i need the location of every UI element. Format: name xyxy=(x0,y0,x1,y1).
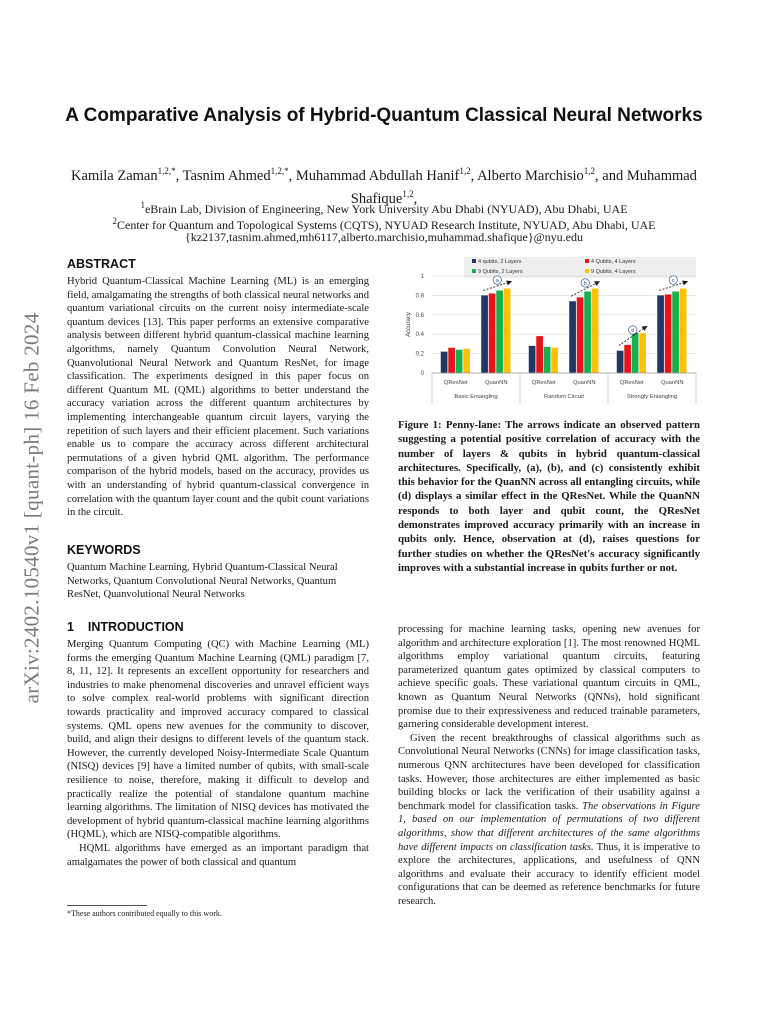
annotation-letter: c xyxy=(671,278,675,285)
bar xyxy=(665,294,672,373)
legend-label: 9 Qubits, 4 Layers xyxy=(591,269,636,275)
footnote: *These authors contributed equally to this work. xyxy=(67,909,222,918)
legend-swatch xyxy=(585,259,589,263)
bar xyxy=(569,301,576,373)
intro-right-column xyxy=(398,623,700,908)
x-tick-label: QuanNN xyxy=(572,380,596,386)
bar xyxy=(577,297,584,373)
intro-text-span: Thus, it is imperative to explore the architectures, applications, and usefulness of QNN algorithms and evaluate their accuracy to identify efficient model configurations that can be deemed as reference benchmarks for future research. xyxy=(398,841,700,907)
group-label: Random Circuit xyxy=(544,394,584,400)
author-name: Alberto Marchisio xyxy=(477,167,584,184)
y-tick-label: 1 xyxy=(420,274,424,280)
intro-italic-span: The observations in Figure 1, based on our implementation of permutations of two different algorithms, show that different architectures of the same algorithms have different impacts on classification tasks. xyxy=(398,800,700,853)
abstract-text: Hybrid Quantum-Classical Machine Learning (ML) is an emerging field, amalgamating the strengths of both classical neural networks and quantum variational circuits on the current noisy intermediate-scale quantum devices [13]. This paper performs an extensive comparative analysis between different hybrid quantum-classical machine learning algorithms, namely Quantum Convolution Neural Network, Quanvolutional Neural Network and Quantum ResNet, for image classification. The experiments designed in this paper focus on different Quantum ML (QML) algorithms to better understand the accuracy variation across the different quantum architectures by implementing interchangeable quantum circuit layers, varying the repetition of such layers and their efficient placement. Such variations enable us to compare the accuracy across different architectural permutations of a given hybrid QML algorithm. The performance comparison of the hybrid models, based on the accuracy, provides us with an understanding of hybrid quantum-classical convergence in correlation with the quantum layer count and the qubit count variations in the circuit. xyxy=(67,276,369,519)
bar xyxy=(592,289,599,373)
bar xyxy=(489,293,496,373)
x-tick-label: QResNet xyxy=(531,380,556,386)
keywords-text: Quantum Machine Learning, Hybrid Quantum-Classical Neural Networks, Quantum Convolutional Neural Networks, Quantum ResNet, Quanvolutional Neural Networks xyxy=(67,562,338,601)
author-emails: {kz2137,tasnim.ahmed,mh6117,alberto.marchisio,muhammad.shafique}@nyu.edu xyxy=(184,230,584,244)
bar xyxy=(584,292,591,373)
bar xyxy=(504,289,511,373)
annotation-letter: d xyxy=(631,327,635,334)
author-affiliation-mark: 1,2 xyxy=(583,166,596,176)
bar xyxy=(536,336,543,373)
x-tick-label: QuanNN xyxy=(660,380,684,386)
bar xyxy=(529,346,536,373)
figure-1-caption: Figure 1: Penny-lane: The arrows indicate an observed pattern suggesting a potential positive correlation of accuracy with the number of layers & qubits in hybrid quantum-classical architectures. Specifically, (a), (b), and (c) consistently exhibit this behavior for the QuanNN across all entangling circuits, while (d) displays a similar effect in the QResNet. While the QuanNN responds to both layer and qubit count, the QResNet demonstrates improved accuracy primarily with an increase in qubits only. Hence, observation at (d), raises questions for further studies on whether the QResNet's accuracy significantly improves with a substantial increase in qubits further or not. xyxy=(398,419,700,574)
legend-swatch xyxy=(585,269,589,273)
author-name: Kamila Zaman xyxy=(71,167,158,184)
y-tick-label: 0.6 xyxy=(415,312,424,319)
x-tick-label: QResNet xyxy=(619,380,644,386)
y-tick-label: 0 xyxy=(420,371,424,377)
arxiv-side-stamp xyxy=(14,268,50,748)
group-label: Basic Entangling xyxy=(454,394,498,400)
bar xyxy=(680,289,687,373)
legend-swatch xyxy=(472,269,476,273)
affiliation-number: 2 xyxy=(112,216,117,226)
bar xyxy=(496,291,503,373)
paper-title: A Comparative Analysis of Hybrid-Quantum Classical Neural Networks xyxy=(65,105,703,126)
bar xyxy=(639,333,646,373)
intro-paragraph: HQML algorithms have emerged as an important paradigm that amalgamates the power of both classical and quantum xyxy=(67,842,369,868)
figure-1-chart xyxy=(398,254,700,410)
legend-label: 9 Qubits, 2 Layers xyxy=(478,269,523,275)
legend-label: 4 qubits, 2 Layers xyxy=(478,259,522,265)
bar xyxy=(617,351,624,373)
author-name: Tasnim Ahmed xyxy=(182,167,271,184)
chart-gridlines xyxy=(432,276,696,373)
annotation-letter: b xyxy=(583,280,587,287)
group-label: Strongly Entangling xyxy=(626,394,678,400)
author-affiliation-mark: 1,2 xyxy=(459,166,471,176)
bar xyxy=(448,348,455,373)
y-tick-label: 0.4 xyxy=(415,332,424,339)
bar xyxy=(544,347,551,373)
x-tick-label: QuanNN xyxy=(484,380,508,386)
author-affiliation-mark: 1,2,* xyxy=(157,166,176,176)
annotation-letter: a xyxy=(495,278,499,285)
legend-label: 4 Qubits, 4 Layers xyxy=(591,259,636,265)
bar xyxy=(624,345,631,373)
affiliation-text: Center for Quantum and Topological Systems (CQTS), NYUAD Research Institute, NYUAD, Abu Dhabi, UAE xyxy=(116,218,656,232)
y-axis-ticks xyxy=(416,274,425,377)
intro-heading: 1 INTRODUCTION xyxy=(67,620,184,634)
author-name: Muhammad Abdullah Hanif xyxy=(295,167,460,184)
intro-text-span: Given the recent breakthroughs of classical algorithms such as Convolutional Neural Networks (CNNs) for image classification tasks, numerous QNN architectures have been developed for classification tasks. However, those architectures are either implemented as basic building blocks or lack the verification of their usability against a benchmark model for classification tasks. xyxy=(398,732,700,812)
intro-paragraph xyxy=(398,732,700,909)
affiliation-number: 1 xyxy=(140,200,145,210)
bar xyxy=(672,292,679,373)
author-affiliation-mark: 1,2 xyxy=(402,188,414,199)
bar xyxy=(481,295,488,373)
bar xyxy=(551,348,558,373)
chart-bars xyxy=(441,289,687,373)
intro-left-column xyxy=(67,638,369,869)
y-axis-label: Accuracy xyxy=(406,312,412,337)
bar-chart-svg xyxy=(398,254,700,410)
author-name: Muhammad Shafique xyxy=(350,167,697,207)
author-list: Kamila Zaman$^{1,2,*}$, Tasnim Ahmed$^{1,2,*}$, Muhammad Abdullah Hanif$^{1,2}$, Alberto Marchisio$^{1,2}$, and Muhammad Shafique$^{1,2}$, xyxy=(71,166,697,207)
affiliation-text: eBrain Lab, Division of Engineering, New York University Abu Dhabi (NYUAD), Abu Dhabi, UAE xyxy=(144,202,628,216)
bar xyxy=(632,333,639,373)
bar xyxy=(463,349,470,373)
bar xyxy=(441,352,448,373)
y-tick-label: 0.8 xyxy=(415,293,424,300)
x-tick-label: QResNet xyxy=(443,380,468,386)
y-tick-label: 0.2 xyxy=(415,351,424,358)
author-affiliation-mark: 1,2,* xyxy=(270,166,289,176)
arxiv-stamp-text: arXiv:2402.10540v1 [quant-ph] 16 Feb 2024 xyxy=(19,312,44,704)
intro-paragraph: processing for machine learning tasks, opening new avenues for algorithm and architecture exploration [1]. The most renowned HQML algorithms employ variational quantum circuits, featuring parameterized quantum gates optimized by classical computers to achieve specific goals. These variational quantum circuits in QML, known as Quantum Neural Networks (QNNs), hold significant promise due to their expressiveness and reduced trainable parameters, garnering considerable development interest. xyxy=(398,624,700,731)
footnote-divider xyxy=(67,905,147,906)
legend-swatch xyxy=(472,259,476,263)
intro-paragraph: Merging Quantum Computing (QC) with Machine Learning (ML) forms the emerging Quantum Machine Learning (QML) paradigm [7, 8, 11, 12]. It represents an excellent opportunity for researchers and industries to make phenomenal discoveries and unravel efficient ways to solve complex real-world problems with significant direction towards practicality and improved accuracy compared to classical systems. QML opens new avenues for the community to discover, build, and align their designs to different levels of the quantum stack. However, the currently developed Noisy-Intermediate Scale Quantum (NISQ) devices [9] have a limited number of qubits, with small-scale resilience to noise, therefore, making it difficult to develop and practically realize the potential of standalone quantum machine learning algorithms. The limitation of NISQ devices has motivated the development of hybrid quantum-classical machine learning algorithms (HQML), which are NISQ-compatible algorithms. xyxy=(67,639,369,841)
bar xyxy=(657,295,664,373)
abstract-heading: ABSTRACT xyxy=(67,257,136,271)
keywords-heading: KEYWORDS xyxy=(67,543,141,557)
x-axis-labels xyxy=(432,373,696,403)
bar xyxy=(456,350,463,373)
